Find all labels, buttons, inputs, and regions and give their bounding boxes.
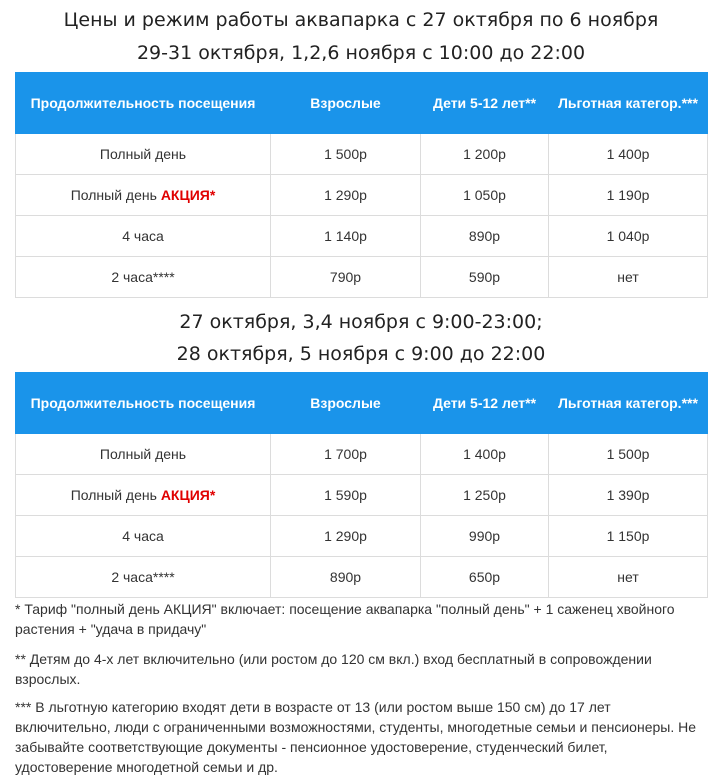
footnote-kids: ** Детям до 4-х лет включительно (или ростом до 120 см вкл.) вход бесплатный в сопровождении взрослых.	[15, 651, 652, 687]
schedule-heading-2a: 27 октября, 3,4 ноября с 9:00-23:00;	[179, 311, 543, 333]
reduced-price: 1 400р	[549, 134, 708, 175]
duration-label: Полный день	[99, 146, 187, 162]
promo-label: АКЦИЯ*	[160, 187, 216, 203]
duration-label: 4 часа	[122, 228, 164, 244]
duration-label: 2 часа****	[111, 269, 175, 285]
kids-price: 890р	[421, 216, 549, 257]
duration-cell	[16, 216, 271, 257]
price-table-2	[15, 372, 708, 598]
duration-cell	[16, 175, 271, 216]
reduced-price: 1 500р	[549, 434, 708, 475]
duration-label: 4 часа	[122, 528, 164, 544]
header-duration: Продолжительность посещения	[16, 73, 271, 134]
duration-cell	[16, 557, 271, 598]
price-table-1	[15, 72, 708, 298]
header-reduced: Льготная категор.***	[549, 73, 708, 134]
header-duration: Продолжительность посещения	[16, 373, 271, 434]
duration-cell	[16, 475, 271, 516]
table-row	[16, 216, 708, 257]
duration-label: Полный день	[70, 187, 161, 203]
kids-price: 1 250р	[421, 475, 549, 516]
duration-cell	[16, 134, 271, 175]
page-title: Цены и режим работы аквапарка с 27 октября по 6 ноября	[63, 9, 659, 31]
header-reduced: Льготная категор.***	[549, 373, 708, 434]
reduced-price: 1 040р	[549, 216, 708, 257]
header-kids: Дети 5-12 лет**	[421, 373, 549, 434]
kids-price: 1 200р	[421, 134, 549, 175]
kids-price: 650р	[421, 557, 549, 598]
reduced-price: 1 190р	[549, 175, 708, 216]
kids-price: 1 050р	[421, 175, 549, 216]
reduced-price: 1 390р	[549, 475, 708, 516]
duration-label: Полный день	[99, 446, 187, 462]
adults-price: 1 700р	[271, 434, 421, 475]
kids-price: 990р	[421, 516, 549, 557]
footnote-reduced: *** В льготную категорию входят дети в возрасте от 13 (или ростом выше 150 см) до 17 лет включительно, люди с ограниченными возможностями, студенты, многодетные семьи и пенсионеры. Не забывайте соответствующие документы - пенсионное удостоверение, студенческий билет, удостоверение многодетной семьи и др.	[15, 699, 697, 775]
header-adults: Взрослые	[271, 73, 421, 134]
reduced-price: нет	[549, 557, 708, 598]
adults-price: 1 500р	[271, 134, 421, 175]
table-header-row	[16, 73, 708, 134]
footnote-promo: * Тариф "полный день АКЦИЯ" включает: посещение аквапарка "полный день" + 1 саженец хвойного растения + "удача в придачу"	[15, 601, 675, 637]
table-row	[16, 257, 708, 298]
adults-price: 1 290р	[271, 175, 421, 216]
table-header-row	[16, 373, 708, 434]
table-row	[16, 475, 708, 516]
duration-label: Полный день	[70, 487, 161, 503]
table-row	[16, 434, 708, 475]
kids-price: 590р	[421, 257, 549, 298]
header-adults: Взрослые	[271, 373, 421, 434]
adults-price: 790р	[271, 257, 421, 298]
duration-cell	[16, 516, 271, 557]
header-kids: Дети 5-12 лет**	[421, 73, 549, 134]
reduced-price: 1 150р	[549, 516, 708, 557]
table-row	[16, 175, 708, 216]
adults-price: 1 590р	[271, 475, 421, 516]
reduced-price: нет	[549, 257, 708, 298]
schedule-heading-1: 29-31 октября, 1,2,6 ноября с 10:00 до 22:00	[136, 42, 586, 64]
schedule-heading-2b: 28 октября, 5 ноября с 9:00 до 22:00	[176, 343, 546, 365]
adults-price: 890р	[271, 557, 421, 598]
table-row	[16, 557, 708, 598]
duration-label: 2 часа****	[111, 569, 175, 585]
table-row	[16, 516, 708, 557]
duration-cell	[16, 434, 271, 475]
table-row	[16, 134, 708, 175]
duration-cell	[16, 257, 271, 298]
adults-price: 1 140р	[271, 216, 421, 257]
kids-price: 1 400р	[421, 434, 549, 475]
adults-price: 1 290р	[271, 516, 421, 557]
promo-label: АКЦИЯ*	[160, 487, 216, 503]
